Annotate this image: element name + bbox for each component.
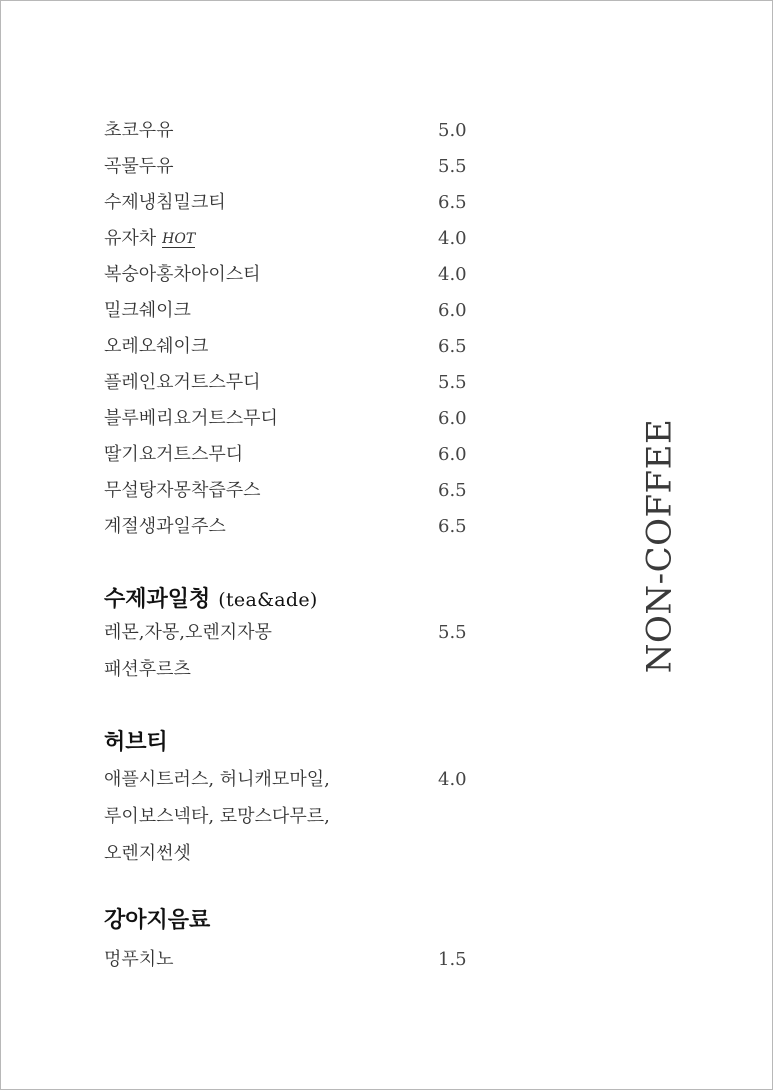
menu-item	[104, 509, 484, 545]
menu-item-price: 5.0	[438, 120, 467, 141]
menu-item	[104, 614, 484, 651]
menu-item-name: 애플시트러스, 허니캐모마일,	[104, 769, 330, 790]
menu-item-name: 오렌지썬셋	[104, 843, 191, 864]
menu-item	[104, 329, 484, 365]
menu-item-price: 6.5	[438, 516, 467, 537]
side-label	[639, 418, 679, 673]
section-title-text: 허브티	[104, 729, 168, 755]
dog-drink-list	[104, 941, 484, 978]
menu-item-name: 멍푸치노	[104, 949, 174, 970]
side-label-text: NON-COFFEE	[639, 418, 680, 673]
menu-item-price: 4.0	[438, 769, 467, 790]
menu-item	[104, 113, 484, 149]
menu-item-name: 무설탕자몽착즙주스	[104, 480, 261, 501]
menu-item-name: 복숭아홍차아이스티	[104, 264, 261, 285]
menu-item-price: 6.0	[438, 408, 467, 429]
menu-item-name: 딸기요거트스무디	[104, 444, 244, 465]
herb-tea-list	[104, 761, 484, 872]
menu-item-name: 계절생과일주스	[104, 516, 226, 537]
section-title-fruit-tea	[104, 585, 318, 614]
menu-item-price: 6.5	[438, 480, 467, 501]
hot-tag: HOT	[162, 231, 196, 247]
menu-item	[104, 761, 484, 798]
menu-item-price: 5.5	[438, 156, 467, 177]
menu-item-name: 초코우유	[104, 120, 174, 141]
menu-item-price: 5.5	[438, 622, 467, 643]
menu-item	[104, 293, 484, 329]
section-title-dog-drink	[104, 906, 210, 934]
menu-item	[104, 149, 484, 185]
menu-item	[104, 798, 484, 835]
menu-item-name: 블루베리요거트스무디	[104, 408, 278, 429]
menu-item	[104, 365, 484, 401]
menu-item	[104, 221, 484, 257]
menu-item-name	[104, 221, 195, 257]
menu-item	[104, 941, 484, 978]
section-title-text: 수제과일청	[104, 586, 211, 612]
section-title-text: 강아지음료	[104, 907, 211, 933]
menu-item-name-text: 유자차	[104, 228, 157, 249]
menu-item	[104, 473, 484, 509]
section-subtitle: (tea&ade)	[218, 589, 318, 611]
non-coffee-menu-list	[104, 113, 484, 545]
menu-item-price: 1.5	[438, 949, 467, 970]
menu-item-name: 수제냉침밀크티	[104, 192, 226, 213]
menu-item-price: 6.0	[438, 444, 467, 465]
menu-item-price: 4.0	[438, 228, 467, 249]
menu-item-name: 패션후르츠	[104, 659, 191, 680]
menu-item-name: 레몬,자몽,오렌지자몽	[104, 622, 272, 643]
menu-item-price: 6.5	[438, 192, 467, 213]
menu-item-name: 루이보스넥타, 로망스다무르,	[104, 806, 330, 827]
menu-item	[104, 257, 484, 293]
menu-item	[104, 651, 484, 688]
menu-item-name: 오레오쉐이크	[104, 336, 209, 357]
fruit-tea-list	[104, 614, 484, 688]
menu-item-name: 곡물두유	[104, 156, 174, 177]
menu-item-name: 밀크쉐이크	[104, 300, 191, 321]
menu-item-price: 6.5	[438, 336, 467, 357]
menu-item	[104, 401, 484, 437]
menu-item-name: 플레인요거트스무디	[104, 372, 261, 393]
menu-item-price: 6.0	[438, 300, 467, 321]
menu-item	[104, 835, 484, 872]
section-title-herb-tea	[104, 728, 168, 756]
menu-item	[104, 437, 484, 473]
menu-item	[104, 185, 484, 221]
menu-item-price: 5.5	[438, 372, 467, 393]
menu-item-price: 4.0	[438, 264, 467, 285]
